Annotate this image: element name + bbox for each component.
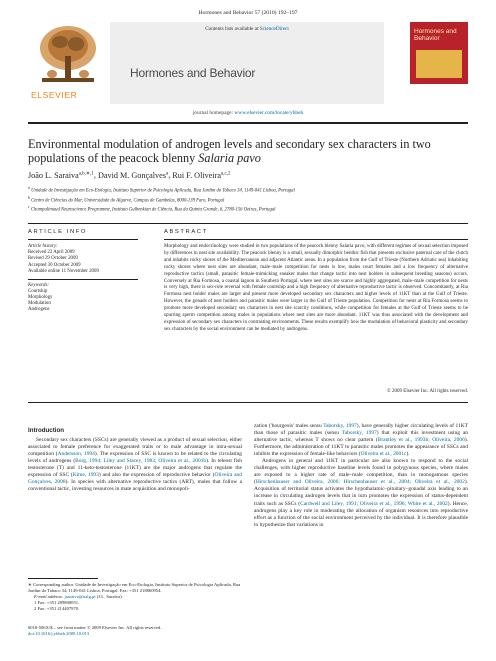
affiliation-sup: c bbox=[28, 205, 30, 210]
text-run: ) that exploit this investment using an alternative tactic, whereas T shows no clear pattern ( bbox=[254, 430, 468, 444]
header-divider bbox=[28, 122, 468, 124]
affiliation-text: Centro de Ciências do Mar, Universidade do Algarve, Campus de Gambelas, 8000-139 Faro, Portugal bbox=[31, 198, 225, 204]
email-label: E-mail address: bbox=[34, 594, 65, 600]
text-run: Secondary sex characters (SSCs) are generally viewed as a product of sexual selection, either associated to female preference for exaggerated traits or to male advantage in intra-sexual competition ( bbox=[28, 437, 242, 458]
abstract-text: Morphology and endocrinology were studied in two populations of the peacock blenny Salaria pavo, with different regimes of sexual selection imposed by differences in nest site availability. The peacock blenny is a small, sexually dimorphic benthic fish that presents exclusive paternal care of the clutch and inhabits rocky shores of the Mediterranean and adjacent Atlantic areas. In a population from the Gulf of Trieste (Northern Adriatic sea) inhabiting rocky shores where nest sites are abundant, male–male competition for nests is low, males court females and a low frequency of alternative reproductive tactics (small, parasitic female-mimicking sneaker males that change tactic into nest holders in subsequent breeding seasons) occurs. Conversely at Ria Formosa, a coastal lagoon in Southern Portugal, where nest sites are scarce and highly aggregated, male–male competition for nests is very high, there is sex-role reversal with female courtship and a high frequency of alternative reproductive tactic is observed. Concomitantly, at Ria Formosa nest holder males are larger and present more developed secondary sex characters and higher levels of 11KT than at the Gulf of Trieste. However, the gonads of nest holders and parasitic males were larger in the Gulf of Trieste population. Competition for nests at Ria Formosa seems to promote more developed secondary sex characters in nest site scarcity conditions, while competition for females at the Gulf of Trieste seems to be spurring sperm competition among males in populations where nest sites are more abundant. 11KT was thus associated with the development and expression of secondary sex characters in contrasting environments. These results exemplify how the modulation of behavioral plasticity and secondary sex characters by the social environment can be mediated by androgens. bbox=[164, 244, 468, 332]
abstract-copyright: © 2009 Elsevier Inc. All rights reserved. bbox=[386, 389, 468, 394]
abstract-heading: ABSTRACT bbox=[164, 229, 208, 235]
citation-link[interactable]: Borg, 1994; Liley and Stacey, 1983; Oliveira et al., 2001b bbox=[75, 458, 207, 465]
elsevier-tree-icon bbox=[28, 22, 108, 88]
keyword: Modulation bbox=[28, 301, 51, 307]
text-run: ). Acquisition of territorial status activates the hypothalamic–pituitary–gonadal axis leading to an increase in circulating androgen levels that in turn promotes the expression of status-dependent traits such as SSCs ( bbox=[254, 479, 468, 507]
elsevier-logo bbox=[28, 22, 108, 104]
paragraph bbox=[254, 423, 468, 458]
keyword: Androgens bbox=[28, 307, 50, 313]
affiliation bbox=[28, 195, 468, 205]
affiliation-text: Champalimaud Neuroscience Programme, Instituto Gulbenkian de Ciência, Rua da Quinta Grande, 6, 2780-156 Oeiras, Portugal bbox=[30, 207, 276, 213]
author-list: João L. Saraiva$^{a,b,∗,1}$, David M. Gonçalves$^a$, Rui F. Oliveira$^{a,c,2}$ bbox=[28, 170, 231, 180]
citation-link[interactable]: Andersson, 1994 bbox=[57, 451, 95, 458]
text-run: ), have generally higher circulating levels of 11KT than those of parasitic males (sensu bbox=[254, 423, 468, 437]
introduction-heading: Introduction bbox=[28, 427, 65, 434]
body-column-left bbox=[28, 437, 242, 493]
article-info-heading: ARTICLE INFO bbox=[28, 229, 88, 235]
publisher-name: ELSEVIER bbox=[31, 90, 78, 100]
footnote-divider bbox=[28, 578, 98, 579]
contents-line bbox=[110, 26, 384, 32]
homepage-prefix: journal homepage: bbox=[192, 110, 235, 116]
author-name: João L. Saraiva bbox=[28, 170, 79, 180]
title-text: Environmental modulation of androgen levels and secondary sex characters in two populations of the peacock blenny bbox=[28, 137, 431, 165]
affiliation-text: Unidade de Investigação em Eco-Etologia, Instituto Superior de Psicologia Aplicada, Rua Jardim do Tabaco 34, 1149-041 Lisboa, Portugal bbox=[31, 188, 295, 194]
text-run: Androgens in general and 11KT in particular are also known to respond to the social challenges, with higher reproductive baseline levels found in polygynous species, where males are exposed to a higher rate of male–male competition, than in monogamous species ( bbox=[254, 458, 468, 486]
journal-title: Hormones and Behavior bbox=[130, 66, 256, 80]
divider bbox=[28, 223, 468, 224]
history-label: Article history: bbox=[28, 244, 58, 249]
history-item: Received 22 April 2009 bbox=[28, 250, 75, 256]
text-run: ). The expression of SSC is known to be related to the circulating levels of androgens ( bbox=[28, 451, 242, 465]
footnote-fax: 1 Fax: +351 289800051. bbox=[34, 600, 80, 606]
footnote-fax: 2 Fax: +351 214407970. bbox=[34, 606, 80, 612]
text-run: zation ('bourgeois' males sensu bbox=[254, 423, 324, 429]
affiliation bbox=[28, 185, 468, 195]
divider bbox=[164, 239, 468, 240]
homepage-line bbox=[28, 110, 468, 116]
text-run: ). In species with alternative reproductive tactics (ART), males that follow a conventional tactic, investing resources in mate acquisition and monopoli- bbox=[28, 479, 242, 493]
author-name: David M. Gonçalves bbox=[97, 170, 166, 180]
citation-link[interactable]: Oliveira and Gonçalves, 2008 bbox=[28, 472, 242, 486]
sciencedirect-link[interactable]: ScienceDirect bbox=[259, 26, 289, 32]
journal-cover bbox=[410, 22, 468, 84]
author-2[interactable] bbox=[98, 171, 168, 180]
citation-link[interactable]: Oliveira et al., 2001c bbox=[360, 451, 407, 458]
title-species: Salaria pavo bbox=[198, 151, 261, 165]
paragraph bbox=[28, 437, 242, 493]
text-run: ). bbox=[406, 451, 410, 458]
history-item: Available online 11 November 2009 bbox=[28, 268, 99, 274]
divider bbox=[28, 402, 468, 403]
email-link[interactable]: jsaraiva@ualg.pt bbox=[64, 594, 96, 600]
text-run: ). Hence, androgens play a key role in moderating the allocation of organism resources into reproductive effort as a function of the social environment perceived by the individual. It is therefore plausible to hypothesize that variations in bbox=[254, 500, 468, 528]
affiliation-sup: a bbox=[28, 186, 30, 190]
citation-link[interactable]: Kime, 1993 bbox=[72, 472, 99, 479]
doi-link[interactable]: doi:10.1016/j.yhbeh.2009.10.013 bbox=[28, 631, 90, 637]
author-sup: a,c,2 bbox=[221, 171, 231, 176]
keyword: Courtship bbox=[28, 288, 48, 294]
affiliation-sup: b bbox=[28, 195, 30, 200]
front-matter bbox=[28, 625, 242, 637]
text-run: ). Furthermore, the administration of 11KT to parasitic males promotes the appearance of SSCs and inhibits the expression of female-like behaviors ( bbox=[254, 437, 468, 458]
homepage-link[interactable]: www.elsevier.com/locate/yhbeh bbox=[234, 110, 304, 116]
article-title bbox=[28, 137, 468, 165]
affiliations bbox=[28, 185, 468, 214]
journal-masthead bbox=[110, 22, 384, 104]
journal-citation: Hormones and Behavior 57 (2010) 192–197 bbox=[198, 10, 298, 16]
keywords-label: Keywords: bbox=[28, 282, 50, 288]
author-1[interactable] bbox=[28, 171, 94, 180]
author-sup: a bbox=[165, 171, 169, 176]
paragraph bbox=[254, 458, 468, 528]
footnote-corresponding: ∗ Corresponding author. Unidade de Investigação em Eco-Etologia, Instituto Superior de Psicologia Aplicada, Rua Jardim do Tabaco 34, 1149-041 Lisboa, Portugal. Fax: +351 218860954. bbox=[28, 582, 241, 594]
cover-image bbox=[416, 50, 462, 78]
citation-link[interactable]: Hirschenhauser and Oliveira, 2006; Hirschenhauser et al., 2004; Oliveira et al., 2002 bbox=[255, 479, 465, 486]
text-run: ). In teleost fish testosterone (T) and 11-keto-testosterone (11KT) are the major androgens that regulate the expression of SSC ( bbox=[28, 458, 242, 479]
body-column-right bbox=[254, 423, 468, 529]
divider bbox=[28, 239, 138, 240]
citation-link[interactable]: Cardwell and Liley, 1991; Oliveira et al., 1996; White et al., 2002 bbox=[300, 500, 448, 507]
divider bbox=[28, 279, 138, 280]
author-3[interactable] bbox=[172, 171, 230, 180]
history-item: Revised 29 October 2009 bbox=[28, 256, 78, 262]
author-name: Rui F. Oliveira bbox=[172, 170, 221, 180]
citation-link[interactable]: Taborsky, 1997 bbox=[341, 430, 377, 437]
article-info bbox=[28, 244, 138, 314]
citation-link[interactable]: Taborsky, 1997 bbox=[323, 423, 357, 429]
cover-title: Hormones and Behavior bbox=[414, 28, 457, 42]
journal-header bbox=[28, 22, 468, 122]
history-item: Accepted 30 October 2009 bbox=[28, 262, 81, 268]
email-suffix: (J.L. Saraiva). bbox=[95, 594, 123, 600]
issn-line: 0018-506X/$ – see front matter © 2009 Elsevier Inc. All rights reserved. bbox=[28, 625, 162, 630]
affiliation bbox=[28, 204, 468, 214]
footnotes bbox=[28, 582, 242, 612]
keyword: Morphology bbox=[28, 295, 53, 301]
text-run: ) and also the expression of reproductive behavior ( bbox=[98, 472, 215, 479]
citation-link[interactable]: Brantley et al., 1993b; Oliveira, 2006 bbox=[377, 437, 465, 444]
contents-prefix: Contents lists available at bbox=[205, 26, 260, 32]
author-sup: a,b,∗,1 bbox=[78, 171, 94, 176]
